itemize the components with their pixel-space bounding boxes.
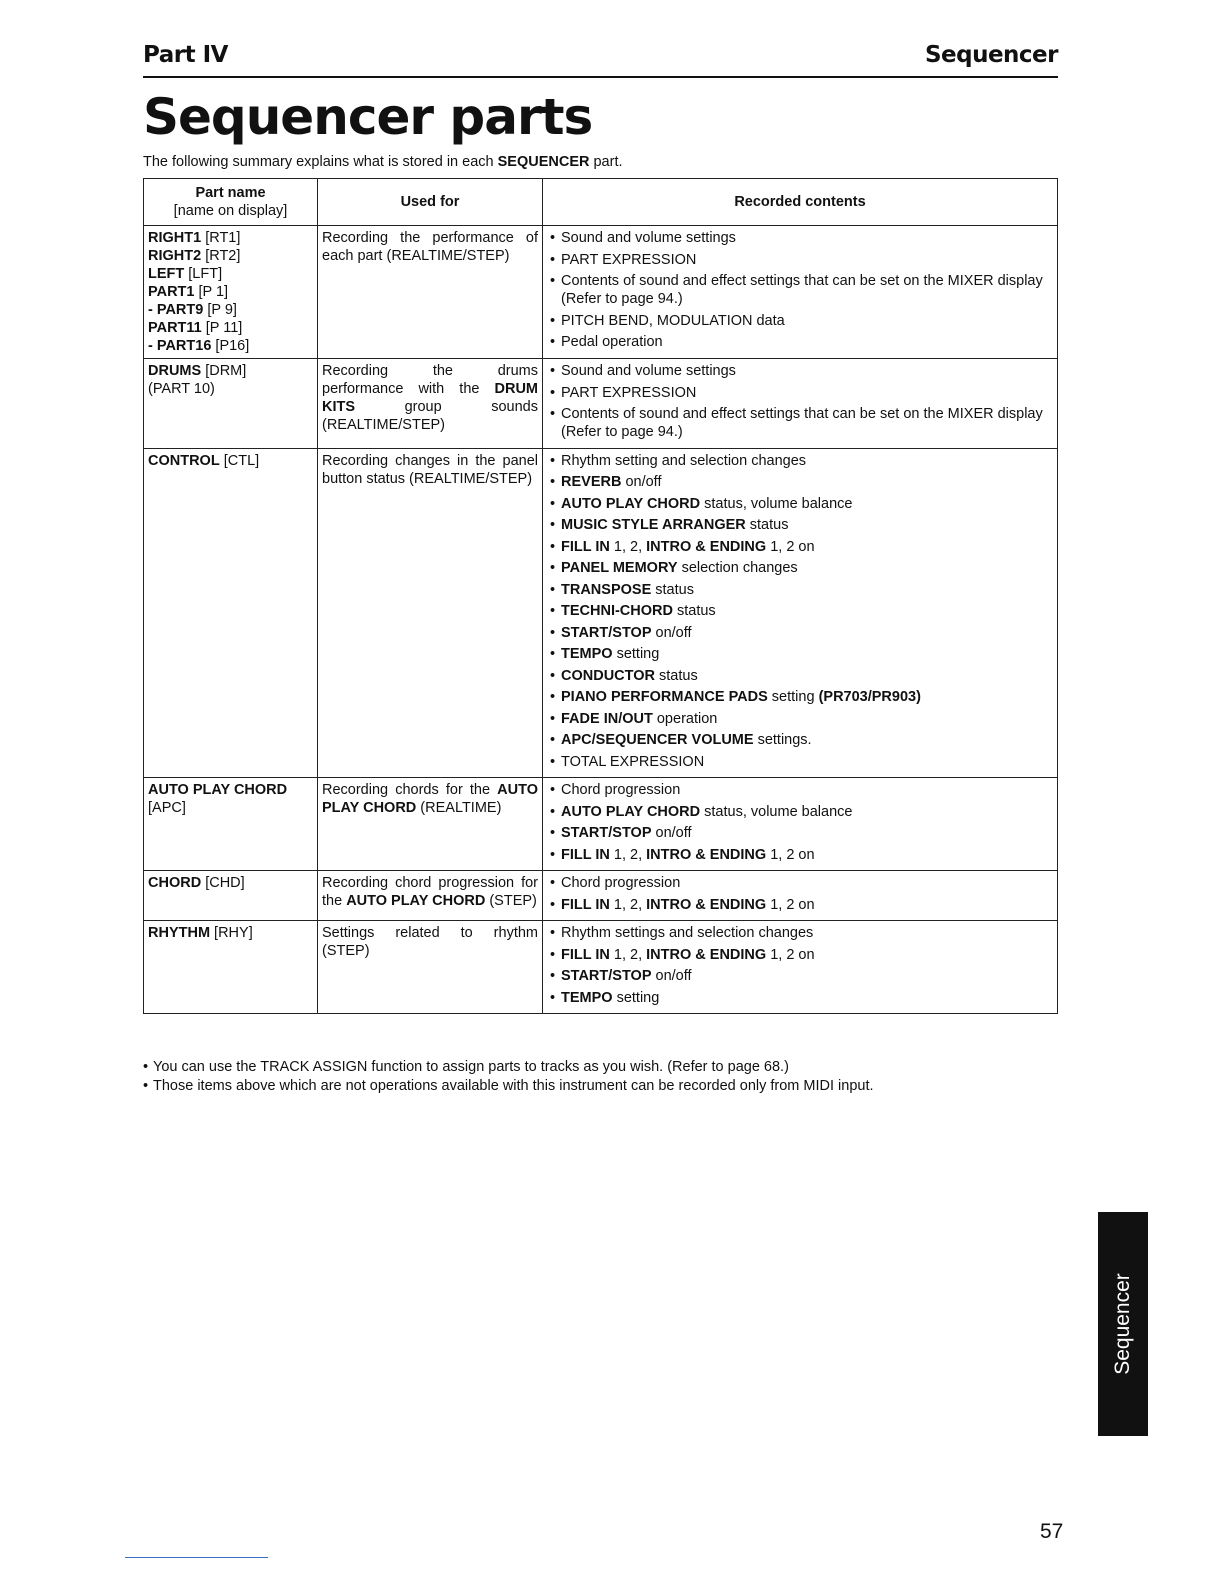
bold-text: RHYTHM [148, 925, 211, 941]
plain-text: [APC] [148, 800, 186, 816]
plain-text: group sounds (REALTIME/STEP) [322, 399, 538, 433]
bold-text: TEMPO [561, 989, 613, 1006]
plain-text: on/off [651, 825, 692, 841]
list-item [547, 602, 1053, 620]
list-item [547, 405, 1053, 441]
list-item [547, 516, 1053, 534]
plain-text: (REALTIME) [416, 800, 502, 816]
plain-text: Contents of sound and effect settings that can be set on the MIXER display (Refer to page 94.) [561, 273, 1043, 307]
used-for-cell [318, 359, 543, 449]
bold-text: PART11 [148, 320, 202, 336]
section-side-tab [1098, 1212, 1148, 1436]
used-for-cell [318, 448, 543, 778]
bold-text: AUTO PLAY CHORD [346, 893, 486, 909]
plain-text: [RT1] [201, 230, 241, 246]
footnotes [143, 1058, 1058, 1096]
list-item [547, 874, 1053, 892]
list-item [547, 688, 1053, 706]
list-item [547, 989, 1053, 1007]
plain-text: [CTL] [219, 452, 260, 469]
bold-text: - PART9 [148, 302, 204, 318]
plain-text: PART EXPRESSION [561, 251, 697, 268]
plain-text: [DRM] [201, 363, 247, 379]
list-item [547, 559, 1053, 577]
list-item [547, 473, 1053, 491]
part-name-cell [144, 921, 318, 1014]
bold-text: RIGHT1 [148, 230, 202, 246]
bold-text: START/STOP [561, 624, 652, 641]
plain-text: on/off [651, 624, 692, 641]
plain-text: [P 1] [194, 284, 229, 300]
sequencer-parts-table [143, 178, 1058, 1014]
plain-text: status [651, 581, 694, 598]
list-item [547, 581, 1053, 599]
bold-text: CHORD [148, 875, 202, 891]
recorded-list [547, 924, 1053, 1007]
plain-text: 1, 2, [609, 946, 647, 963]
plain-text: Sound and volume settings [561, 230, 736, 246]
page-number: 57 [1040, 1520, 1064, 1543]
table-header-row [144, 179, 1058, 226]
list-item [547, 967, 1053, 985]
plain-text: 1, 2, [609, 896, 647, 913]
header-part-name-label: Part name [195, 185, 266, 201]
part-name-line [148, 319, 313, 337]
page-title: Sequencer parts [143, 88, 593, 146]
table-row [144, 921, 1058, 1014]
recorded-contents-cell [543, 359, 1058, 449]
part-label: Part IV [143, 42, 228, 68]
part-name-line [148, 799, 313, 817]
list-item [547, 824, 1053, 842]
plain-text: Recording the drums performance with the [322, 363, 538, 397]
list-item [547, 229, 1053, 247]
plain-text: TOTAL EXPRESSION [561, 753, 705, 770]
plain-text: 1, 2, [609, 538, 647, 555]
table-row [144, 359, 1058, 449]
bold-text: LEFT [148, 266, 185, 282]
plain-text: [RT2] [201, 248, 241, 264]
table-body [144, 226, 1058, 1014]
side-tab-label: Sequencer [1111, 1273, 1134, 1375]
plain-text: settings. [753, 732, 812, 748]
recorded-list [547, 452, 1053, 771]
bold-text: FILL IN [561, 896, 610, 913]
used-for-cell [318, 921, 543, 1014]
bold-text: FADE IN/OUT [561, 710, 653, 727]
intro-start: The following summary explains what is stored in each [143, 154, 498, 170]
list-item [547, 896, 1053, 914]
plain-text: on/off [621, 474, 662, 490]
part-name-line [148, 229, 313, 247]
list-item [547, 803, 1053, 821]
part-name-line [148, 247, 313, 265]
plain-text: Sound and volume settings [561, 363, 736, 379]
plain-text: Settings related to rhythm (STEP) [322, 925, 538, 959]
plain-text: Recording changes in the panel button status (REALTIME/STEP) [322, 452, 538, 487]
list-item [547, 251, 1053, 269]
bold-text: PANEL MEMORY [561, 560, 678, 576]
plain-text: (PART 10) [148, 381, 215, 397]
bold-text: AUTO PLAY CHORD [148, 782, 288, 798]
bold-text: DRUM KITS [322, 381, 538, 415]
plain-text: setting [612, 646, 660, 662]
list-item [547, 272, 1053, 308]
plain-text: selection changes [677, 560, 798, 576]
plain-text: Rhythm settings and selection changes [561, 925, 814, 941]
plain-text: Recording the performance of each part (REALTIME/STEP) [322, 230, 538, 264]
plain-text: [P16] [211, 338, 250, 354]
used-for-cell [318, 226, 543, 359]
list-item [547, 333, 1053, 351]
table-row [144, 871, 1058, 921]
part-name-line [148, 924, 313, 942]
part-name-cell [144, 359, 318, 449]
table-row [144, 226, 1058, 359]
plain-text: [P 9] [203, 302, 237, 318]
recorded-list [547, 362, 1053, 441]
list-item [547, 538, 1053, 556]
bold-text: INTRO & ENDING [646, 896, 767, 913]
bold-text: - PART16 [148, 338, 212, 354]
list-item [547, 667, 1053, 685]
plain-text: 1, 2 on [766, 946, 815, 963]
bold-text: RIGHT2 [148, 248, 202, 264]
recorded-contents-cell [543, 226, 1058, 359]
recorded-list [547, 229, 1053, 351]
plain-text: Contents of sound and effect settings that can be set on the MIXER display (Refer to page 94.) [561, 406, 1043, 440]
part-name-cell [144, 448, 318, 778]
plain-text: Recording chord progression for the [322, 875, 538, 909]
footnote-1: • You can use the TRACK ASSIGN function to assign parts to tracks as you wish. (Refer to page 68.) [143, 1058, 1058, 1077]
bold-text: TRANSPOSE [561, 581, 652, 598]
part-name-line [148, 874, 313, 892]
plain-text: setting [612, 989, 660, 1006]
plain-text: PITCH BEND, MODULATION data [561, 312, 785, 329]
bold-text: AUTO PLAY CHORD [561, 803, 701, 820]
recorded-list [547, 781, 1053, 864]
bold-text: APC/SEQUENCER VOLUME [561, 732, 754, 748]
list-item [547, 452, 1053, 470]
used-for-cell [318, 778, 543, 871]
part-name-line [148, 265, 313, 283]
list-item [547, 624, 1053, 642]
list-item [547, 731, 1053, 749]
plain-text: Chord progression [561, 875, 681, 891]
plain-text: status [654, 667, 698, 684]
bold-text: TEMPO [561, 646, 613, 662]
intro-bold: SEQUENCER [497, 154, 590, 170]
list-item [547, 312, 1053, 330]
part-name-line [148, 380, 313, 398]
bold-text: FILL IN [561, 538, 610, 555]
recorded-contents-cell [543, 448, 1058, 778]
bold-text: CONTROL [148, 452, 220, 469]
plain-text: Rhythm setting and selection changes [561, 452, 807, 469]
bold-text: AUTO PLAY CHORD [561, 495, 701, 512]
plain-text: operation [652, 710, 718, 727]
section-label: Sequencer [924, 42, 1058, 68]
part-name-cell [144, 871, 318, 921]
recorded-contents-cell [543, 921, 1058, 1014]
list-item [547, 753, 1053, 771]
header-recorded-contents: Recorded contents [543, 179, 1058, 226]
bold-text: REVERB [561, 474, 622, 490]
bold-text: START/STOP [561, 825, 652, 841]
part-name-line [148, 301, 313, 319]
bold-text: DRUMS [148, 363, 202, 379]
part-name-cell [144, 226, 318, 359]
bold-text: (PR703/PR903) [818, 689, 921, 705]
bold-text: FILL IN [561, 846, 610, 863]
list-item [547, 495, 1053, 513]
header-part-name [144, 179, 318, 226]
used-for-cell [318, 871, 543, 921]
page-header [143, 42, 1058, 78]
table-row [144, 778, 1058, 871]
plain-text: [P 11] [201, 320, 243, 336]
plain-text: Chord progression [561, 782, 681, 798]
list-item [547, 362, 1053, 380]
bold-text: INTRO & ENDING [646, 538, 767, 555]
table-row [144, 448, 1058, 778]
plain-text: [CHD] [201, 875, 245, 891]
list-item [547, 710, 1053, 728]
part-name-line [148, 283, 313, 301]
footer-rule [125, 1557, 268, 1558]
plain-text: status, volume balance [700, 803, 853, 820]
bold-text: MUSIC STYLE ARRANGER [561, 517, 746, 533]
plain-text: Recording chords for the [322, 782, 498, 798]
part-name-cell [144, 778, 318, 871]
list-item [547, 645, 1053, 663]
list-item [547, 384, 1053, 402]
footnote-2: • Those items above which are not operations available with this instrument can be recorded only from MIDI input. [143, 1077, 1058, 1096]
header-part-name-sub: [name on display] [173, 203, 288, 219]
plain-text: 1, 2 on [766, 896, 815, 913]
plain-text: status [745, 517, 789, 533]
plain-text: 1, 2, [609, 846, 647, 863]
intro-end: part. [589, 154, 623, 170]
part-name-line [148, 781, 313, 799]
bold-text: AUTO PLAY CHORD [322, 782, 538, 816]
header-used-for: Used for [318, 179, 543, 226]
list-item [547, 924, 1053, 942]
bold-text: TECHNI-CHORD [561, 603, 673, 619]
bold-text: CONDUCTOR [561, 667, 655, 684]
list-item [547, 846, 1053, 864]
bold-text: PIANO PERFORMANCE PADS [561, 689, 768, 705]
plain-text: status [672, 603, 716, 619]
bold-text: INTRO & ENDING [646, 846, 767, 863]
bold-text: START/STOP [561, 968, 652, 984]
recorded-contents-cell [543, 778, 1058, 871]
plain-text: (STEP) [485, 893, 537, 909]
plain-text: on/off [651, 968, 692, 984]
plain-text: status, volume balance [700, 495, 853, 512]
intro-text [143, 154, 623, 170]
part-name-line [148, 362, 313, 380]
bold-text: PART1 [148, 284, 195, 300]
list-item [547, 781, 1053, 799]
part-name-line [148, 337, 313, 355]
plain-text: [RHY] [210, 925, 253, 941]
part-name-line [148, 452, 313, 470]
plain-text: 1, 2 on [766, 538, 815, 555]
plain-text: PART EXPRESSION [561, 384, 697, 401]
plain-text: 1, 2 on [766, 846, 815, 863]
bold-text: INTRO & ENDING [646, 946, 767, 963]
recorded-list [547, 874, 1053, 914]
plain-text: setting [767, 689, 819, 705]
plain-text: [LFT] [184, 266, 223, 282]
plain-text: Pedal operation [561, 334, 663, 350]
list-item [547, 946, 1053, 964]
recorded-contents-cell [543, 871, 1058, 921]
bold-text: FILL IN [561, 946, 610, 963]
